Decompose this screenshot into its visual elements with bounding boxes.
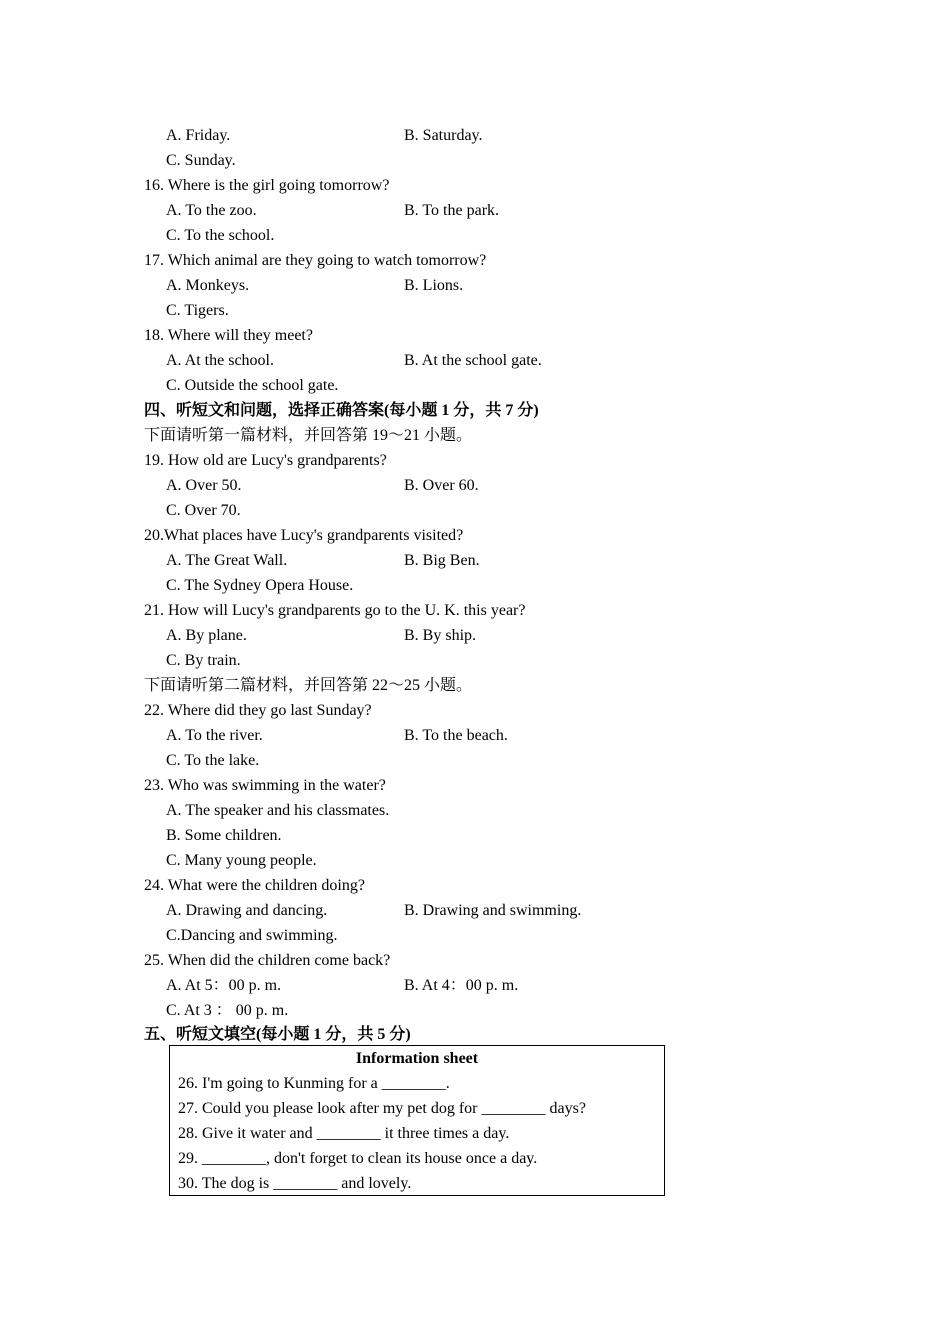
q18-option-b: B. At the school gate. <box>404 352 542 369</box>
q21-stem: 21. How will Lucy's grandparents go to the U. K. this year? <box>144 602 526 619</box>
q23-option-c: C. Many young people. <box>166 852 317 869</box>
q22-option-b: B. To the beach. <box>404 727 508 744</box>
q17-stem: 17. Which animal are they going to watch tomorrow? <box>144 252 487 269</box>
section4-intro-1: 下面请听第一篇材料，并回答第 19～21 小题。 <box>144 427 473 444</box>
section5-header: 五、听短文填空(每小题 1 分，共 5 分) <box>144 1026 411 1043</box>
q23-stem: 23. Who was swimming in the water? <box>144 777 386 794</box>
q25-option-a: A. At 5：00 p. m. <box>166 977 282 994</box>
q16-option-c: C. To the school. <box>166 227 275 244</box>
q21-option-b: B. By ship. <box>404 627 477 644</box>
q25-option-b: B. At 4：00 p. m. <box>404 977 519 994</box>
sheet-item-29: 29. ________, don't forget to clean its house once a day. <box>178 1150 538 1167</box>
q22-option-c: C. To the lake. <box>166 752 260 769</box>
q24-option-c: C.Dancing and swimming. <box>166 927 338 944</box>
q23-option-a: A. The speaker and his classmates. <box>166 802 390 819</box>
q17-option-b: B. Lions. <box>404 277 464 294</box>
q23-option-b: B. Some children. <box>166 827 282 844</box>
q22-option-a: A. To the river. <box>166 727 263 744</box>
q21-option-c: C. By train. <box>166 652 241 669</box>
q21-option-a: A. By plane. <box>166 627 247 644</box>
section4-header: 四、听短文和问题，选择正确答案(每小题 1 分，共 7 分) <box>144 402 539 419</box>
q17-option-a: A. Monkeys. <box>166 277 250 294</box>
q24-stem: 24. What were the children doing? <box>144 877 365 894</box>
q16-option-a: A. To the zoo. <box>166 202 257 219</box>
q18-stem: 18. Where will they meet? <box>144 327 313 344</box>
q20-stem: 20.What places have Lucy's grandparents visited? <box>144 527 464 544</box>
q19-option-a: A. Over 50. <box>166 477 242 494</box>
q20-option-c: C. The Sydney Opera House. <box>166 577 354 594</box>
sheet-item-26: 26. I'm going to Kunming for a ________. <box>178 1075 450 1092</box>
q16-stem: 16. Where is the girl going tomorrow? <box>144 177 390 194</box>
sheet-item-28: 28. Give it water and ________ it three times a day. <box>178 1125 510 1142</box>
q19-stem: 19. How old are Lucy's grandparents? <box>144 452 387 469</box>
q19-option-c: C. Over 70. <box>166 502 241 519</box>
q15-option-b: B. Saturday. <box>404 127 483 144</box>
q16-option-b: B. To the park. <box>404 202 500 219</box>
q19-option-b: B. Over 60. <box>404 477 479 494</box>
sheet-item-27: 27. Could you please look after my pet dog for ________ days? <box>178 1100 586 1117</box>
q25-option-c: C. At 3 ： 00 p. m. <box>166 1002 289 1019</box>
q18-option-a: A. At the school. <box>166 352 274 369</box>
sheet-item-30: 30. The dog is ________ and lovely. <box>178 1175 412 1192</box>
q20-option-b: B. Big Ben. <box>404 552 480 569</box>
q25-stem: 25. When did the children come back? <box>144 952 391 969</box>
q20-option-a: A. The Great Wall. <box>166 552 288 569</box>
information-sheet-box <box>169 1045 665 1196</box>
q24-option-b: B. Drawing and swimming. <box>404 902 582 919</box>
q22-stem: 22. Where did they go last Sunday? <box>144 702 372 719</box>
q17-option-c: C. Tigers. <box>166 302 229 319</box>
q15-option-c: C. Sunday. <box>166 152 236 169</box>
q15-option-a: A. Friday. <box>166 127 231 144</box>
q24-option-a: A. Drawing and dancing. <box>166 902 328 919</box>
q18-option-c: C. Outside the school gate. <box>166 377 339 394</box>
section4-intro-2: 下面请听第二篇材料，并回答第 22～25 小题。 <box>144 677 473 694</box>
information-sheet-title: Information sheet <box>355 1050 479 1067</box>
